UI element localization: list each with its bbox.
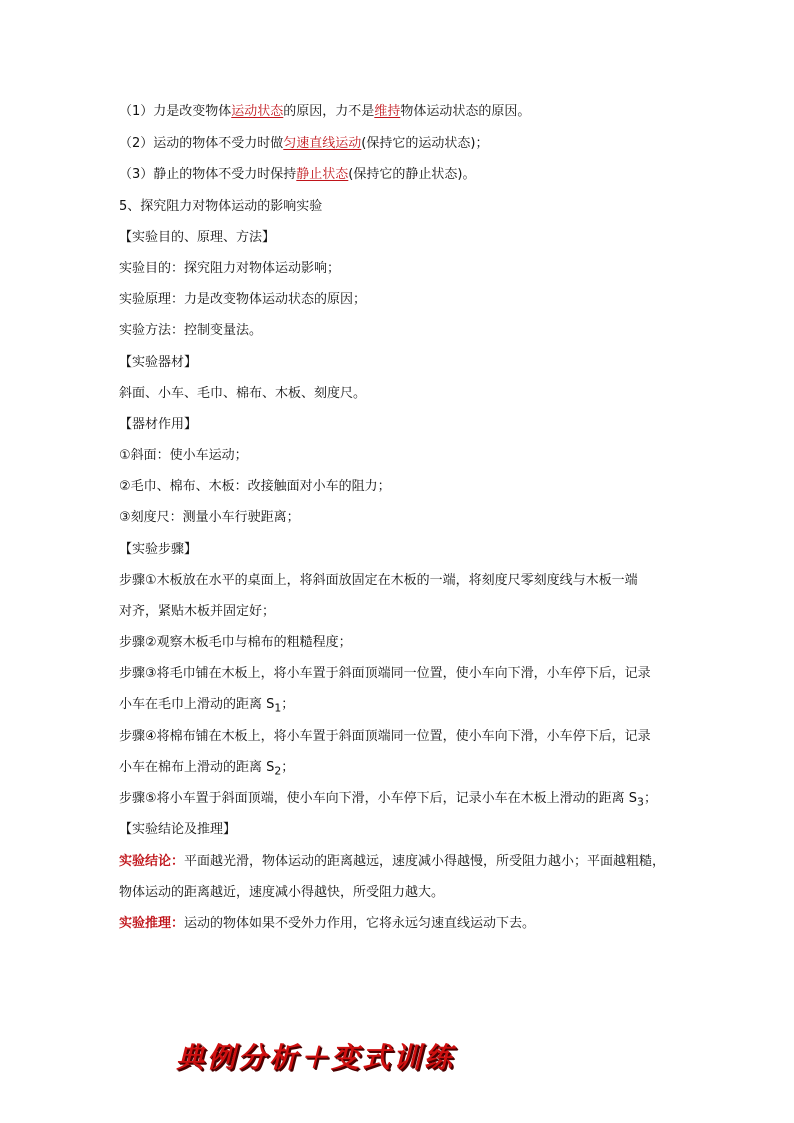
text: 运动的物体如果不受外力作用，它将永远匀速直线运动下去。 xyxy=(184,916,536,931)
keyword: 维持 xyxy=(374,104,401,119)
paragraph xyxy=(119,758,294,782)
text: （1）力是改变物体 xyxy=(119,104,232,119)
bracket-heading: 【器材作用】 xyxy=(119,417,198,432)
paragraph: 步骤③将毛巾铺在木板上，将小车置于斜面顶端同一位置，使小车向下滑，小车停下后，记录 xyxy=(119,666,651,681)
inference-label: 实验推理： xyxy=(119,916,185,931)
text: 小车在毛巾上滑动的距离 S xyxy=(119,697,275,712)
subscript: 1 xyxy=(274,701,282,715)
text: ； xyxy=(643,791,657,806)
text: 的原因，力不是 xyxy=(283,104,375,119)
text: ； xyxy=(281,697,295,712)
paragraph: ①斜面：使小车运动； xyxy=(119,448,248,463)
text: 步骤⑤将小车置于斜面顶端，使小车向下滑，小车停下后，记录小车在木板上滑动的距离 S xyxy=(119,791,638,806)
paragraph: 步骤④将棉布铺在木板上，将小车置于斜面顶端同一位置，使小车向下滑，小车停下后，记录 xyxy=(119,729,651,744)
bracket-heading: 【实验器材】 xyxy=(119,355,198,370)
paragraph: 步骤①木板放在水平的桌面上，将斜面放固定在木板的一端，将刻度尺零刻度线与木板一端 xyxy=(119,573,638,588)
text: 平面越光滑，物体运动的距离越远，速度减小得越慢，所受阻力越小；平面越粗糙， xyxy=(184,854,666,869)
paragraph: 步骤②观察木板毛巾与棉布的粗糙程度； xyxy=(119,635,352,650)
paragraph: 实验原理：力是改变物体运动状态的原因； xyxy=(119,292,367,307)
statement-2 xyxy=(119,134,488,154)
keyword: 匀速直线运动 xyxy=(283,136,362,151)
text: ； xyxy=(281,760,295,775)
bracket-heading: 【实验结论及推理】 xyxy=(119,822,237,837)
text: （3）静止的物体不受力时保持 xyxy=(119,167,297,182)
paragraph: 物体运动的距离越近，速度减小得越快，所受阻力越大。 xyxy=(119,885,445,900)
section-heading: 5、探究阻力对物体运动的影响实验 xyxy=(119,199,323,214)
paragraph xyxy=(119,789,657,813)
keyword: 运动状态 xyxy=(231,104,284,119)
conclusion-label: 实验结论： xyxy=(119,854,185,869)
paragraph: ③刻度尺：测量小车行驶距离； xyxy=(119,510,300,525)
paragraph: 对齐，紧贴木板并固定好； xyxy=(119,604,276,619)
paragraph: 实验方法：控制变量法。 xyxy=(119,323,263,338)
statement-3 xyxy=(119,165,475,185)
paragraph: 斜面、小车、毛巾、棉布、木板、刻度尺。 xyxy=(119,386,367,401)
bracket-heading: 【实验目的、原理、方法】 xyxy=(119,230,276,245)
paragraph xyxy=(119,695,294,719)
subscript: 2 xyxy=(274,764,282,778)
subscript: 3 xyxy=(637,795,644,809)
text: 物体运动状态的原因。 xyxy=(400,104,531,119)
paragraph: ②毛巾、棉布、木板：改接触面对小车的阻力； xyxy=(119,479,391,494)
text: (保持它的运动状态)； xyxy=(361,136,489,151)
keyword: 静止状态 xyxy=(296,167,349,182)
paragraph: 实验目的：探究阻力对物体运动影响； xyxy=(119,261,341,276)
text: （2）运动的物体不受力时做 xyxy=(119,136,284,151)
section-banner: 典例分析＋变式训练 xyxy=(176,1041,456,1074)
text: (保持它的静止状态)。 xyxy=(348,167,476,182)
text: 小车在棉布上滑动的距离 S xyxy=(119,760,275,775)
conclusion xyxy=(119,852,665,872)
statement-1 xyxy=(119,102,530,122)
bracket-heading: 【实验步骤】 xyxy=(119,542,198,557)
inference xyxy=(119,914,535,934)
